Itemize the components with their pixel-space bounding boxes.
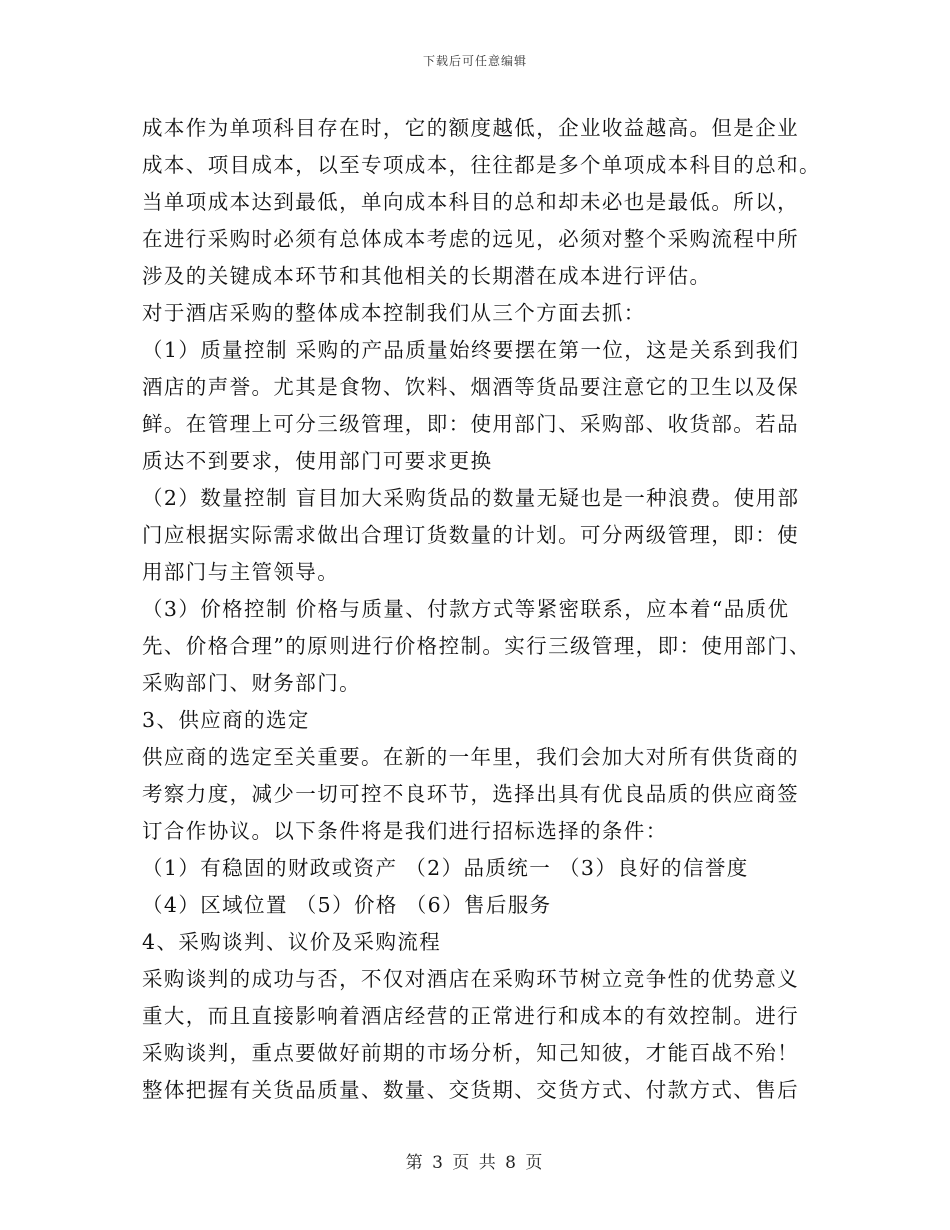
text-line: 门应根据实际需求做出合理订货数量的计划。可分两级管理，即：使 [142,523,799,547]
page-number-footer: 第 3 页 共 8 页 [405,1153,545,1173]
text-line: 重大，而且直接影响着酒店经营的正常进行和成本的有效控制。进行 [142,1004,799,1028]
text-line: 先、价格合理”的原则进行价格控制。实行三级管理，即：使用部门、 [142,634,811,658]
text-line: （2）数量控制 盲目加大采购货品的数量无疑也是一种浪费。使用部 [142,486,800,510]
text-line: （4）区域位置 （5）价格 （6）售后服务 [142,893,552,917]
text-line: 鲜。在管理上可分三级管理，即：使用部门、采购部、收货部。若品 [142,412,799,436]
text-line: 当单项成本达到最低，单向成本科目的总和却未必也是最低。所以， [142,190,799,214]
text-line: 考察力度，减少一切可控不良环节，选择出具有优良品质的供应商签 [142,782,799,806]
text-line: （1）有稳固的财政或资产 （2）品质统一 （3）良好的信誉度 [142,856,749,880]
text-line: 采购谈判，重点要做好前期的市场分析，知己知彼，才能百战不殆！ [142,1041,799,1065]
text-line: 订合作协议。以下条件将是我们进行招标选择的条件： [142,819,668,843]
text-line: （3）价格控制 价格与质量、付款方式等紧密联系，应本着“品质优 [142,597,790,621]
text-line: 供应商的选定至关重要。在新的一年里，我们会加大对所有供货商的 [142,745,799,769]
text-line: 用部门与主管领导。 [142,560,340,584]
section-heading: 4、采购谈判、议价及采购流程 [142,930,442,954]
text-line: 在进行采购时必须有总体成本考虑的远见，必须对整个采购流程中所 [142,227,799,251]
text-line: 成本作为单项科目存在时，它的额度越低，企业收益越高。但是企业 [142,116,799,140]
text-line: 涉及的关键成本环节和其他相关的长期潜在成本进行评估。 [142,264,712,288]
text-line: 酒店的声誉。尤其是食物、饮料、烟酒等货品要注意它的卫生以及保 [142,375,799,399]
text-line: 成本、项目成本，以至专项成本，往往都是多个单项成本科目的总和。 [142,153,821,177]
text-line: 采购部门、财务部门。 [142,671,361,695]
text-line: 对于酒店采购的整体成本控制我们从三个方面去抓： [142,301,646,325]
text-line: （1）质量控制 采购的产品质量始终要摆在第一位，这是关系到我们 [142,338,800,362]
text-line: 采购谈判的成功与否，不仅对酒店在采购环节树立竞争性的优势意义 [142,967,799,991]
text-line: 整体把握有关货品质量、数量、交货期、交货方式、付款方式、售后 [142,1078,799,1102]
page-header: 下载后可任意编辑 [422,54,527,68]
text-line: 质达不到要求，使用部门可要求更换 [142,449,493,473]
section-heading: 3、供应商的选定 [142,708,310,732]
document-body [142,110,821,1109]
